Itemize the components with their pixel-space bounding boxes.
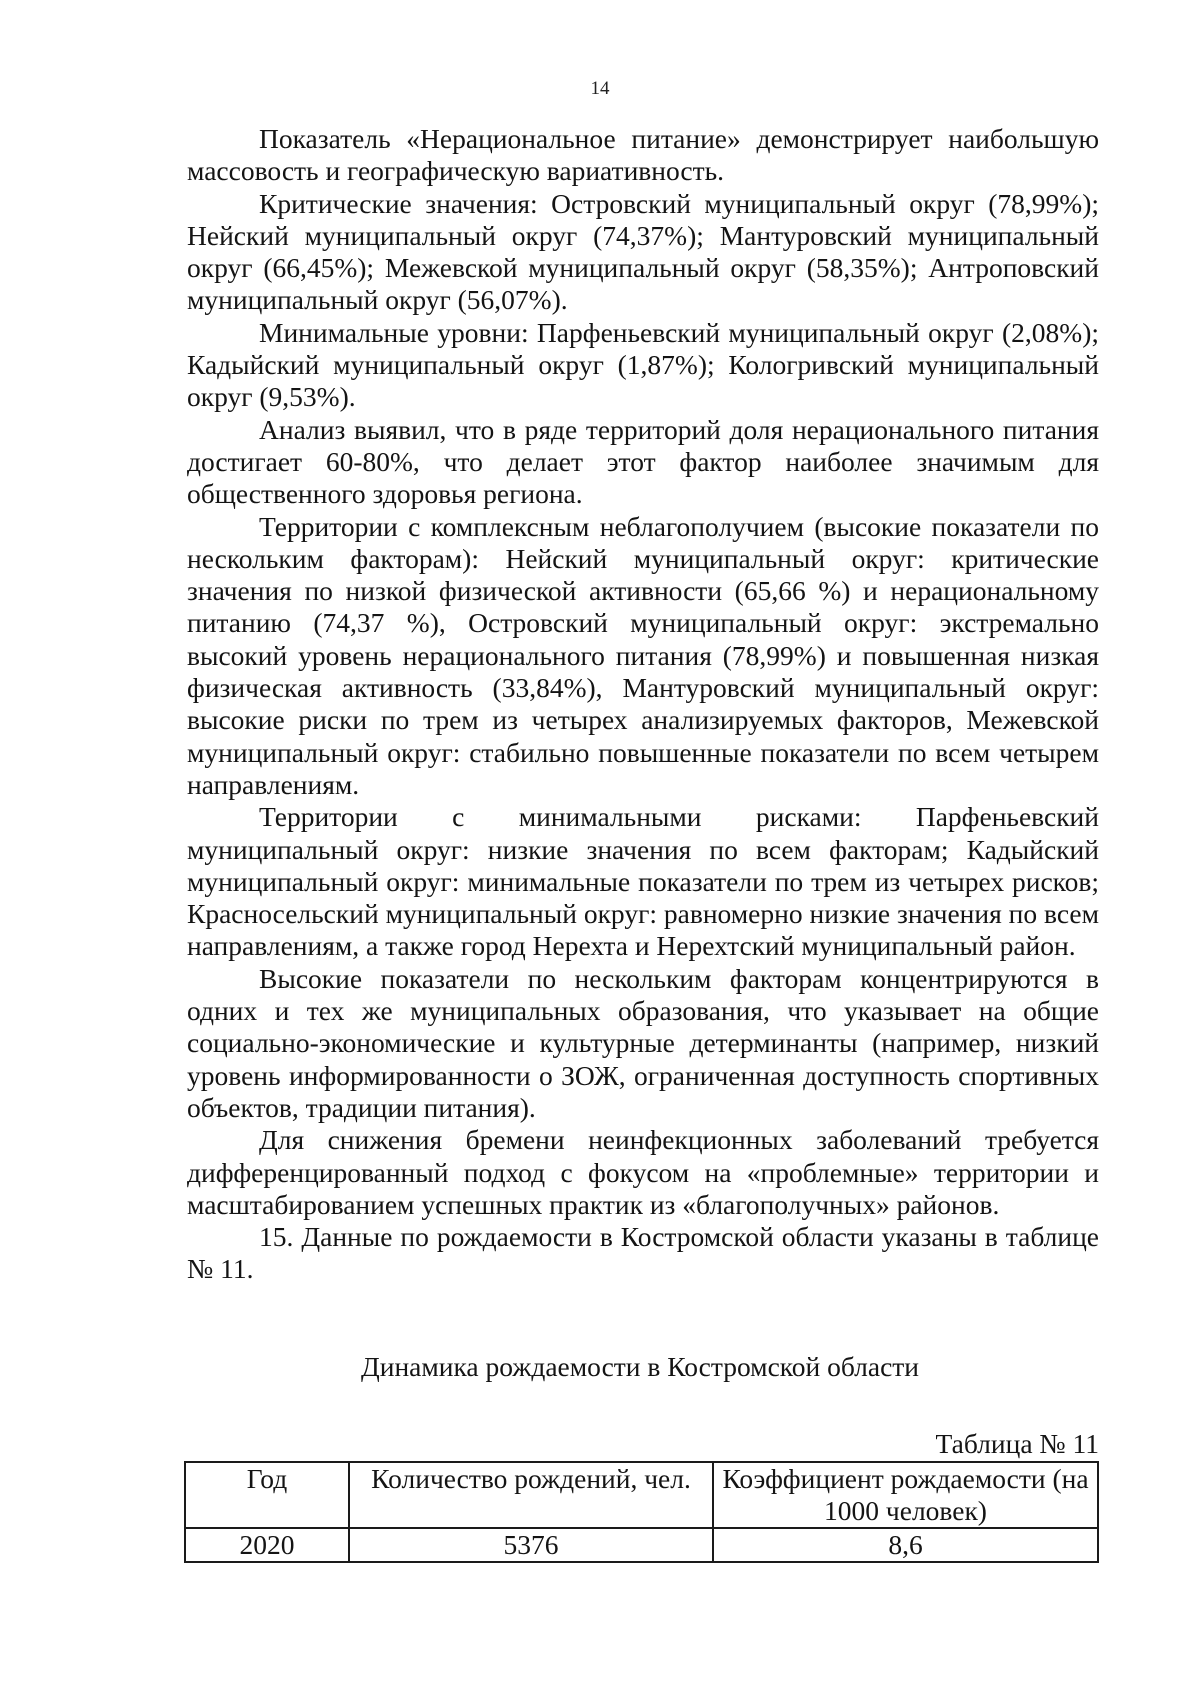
table-caption: Таблица № 11 — [935, 1428, 1099, 1459]
table-header-row — [185, 1462, 1098, 1528]
cell-birth-rate: 8,6 — [713, 1528, 1098, 1562]
paragraph-critical-values: Критические значения: Островский муниципальный округ (78,99%); Нейский муниципальный округ (74,37%); Мантуровский муниципальный округ (66,45%); Межевской муниципальный округ (58,35%); Антроповский муниципальный округ (56,07%). — [187, 187, 1099, 316]
paragraph-minimal-risk-territories: Территории с минимальными рисками: Парфеньевский муниципальный округ: низкие значения по всем факторам; Кадыйский муниципальный округ: минимальные показатели по трем из четырех рисков; Красносельский муниципальный округ: равномерно низкие значения по всем направлениям, а также город Нерехта и Нерехтский муниципальный район. — [187, 801, 1099, 962]
page-number: 14 — [590, 78, 610, 99]
paragraph-recommendation: Для снижения бремени неинфекционных заболеваний требуется дифференцированный подход с фокусом на «проблемные» территории и масштабированием успешных практик из «благополучных» районов. — [187, 1124, 1099, 1220]
cell-births-count: 5376 — [349, 1528, 713, 1562]
paragraph-birth-rate-intro: 15. Данные по рождаемости в Костромской области указаны в таблице № 11. — [187, 1221, 1099, 1285]
paragraph-determinants: Высокие показатели по нескольким факторам концентрируются в одних и тех же муниципальных образования, что указывает на общие социально-экономические и культурные детерминанты (например, низкий уровень информированности о ЗОЖ, ограниченная доступность спортивных объектов, традиции питания). — [187, 962, 1099, 1123]
paragraph-unhealthy-diet-summary: Показатель «Нерациональное питание» демонстрирует наибольшую массовость и географическую вариативность. — [187, 123, 1099, 187]
header-births-count: Количество рождений, чел. — [349, 1462, 713, 1528]
table-row — [185, 1528, 1098, 1562]
body-text — [187, 123, 1099, 1286]
paragraph-complex-trouble-territories: Территории с комплексным неблагополучием (высокие показатели по нескольким факторам): Нейский муниципальный округ: критические значения по низкой физической активности (65,66 %) и нерациональному питанию (74,37 %), Островский муниципальный округ: экстремально высокий уровень нерационального питания (78,99%) и повышенная низкая физическая активность (33,84%), Мантуровский муниципальный округ: высокие риски по трем из четырех анализируемых факторов, Межевской муниципальный округ: стабильно повышенные показатели по всем четырем направлениям. — [187, 510, 1099, 800]
header-birth-rate: Коэффициент рождаемости (на 1000 человек) — [713, 1462, 1098, 1528]
paragraph-minimal-levels: Минимальные уровни: Парфеньевский муниципальный округ (2,08%); Кадыйский муниципальный округ (1,87%); Кологривский муниципальный округ (9,53%). — [187, 316, 1099, 413]
header-year: Год — [185, 1462, 349, 1528]
table-title: Динамика рождаемости в Костромской области — [360, 1351, 920, 1382]
paragraph-analysis: Анализ выявил, что в ряде территорий доля нерационального питания достигает 60-80%, что делает этот фактор наиболее значимым для общественного здоровья региона. — [187, 413, 1099, 510]
birth-rate-table — [184, 1461, 1099, 1563]
cell-year: 2020 — [185, 1528, 349, 1562]
